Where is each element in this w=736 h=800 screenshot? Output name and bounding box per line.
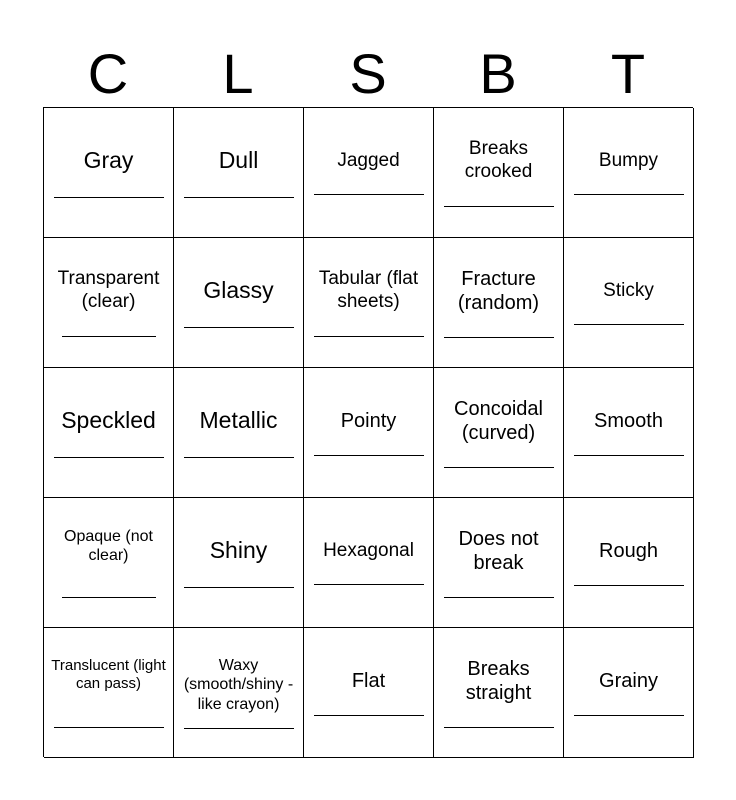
answer-line <box>54 197 164 198</box>
bingo-cell[interactable] <box>304 108 434 238</box>
bingo-cell[interactable] <box>174 368 304 498</box>
cell-label: Hexagonal <box>323 539 414 561</box>
answer-line <box>444 206 554 207</box>
header-letter-s: S <box>349 42 387 105</box>
answer-line <box>54 457 164 458</box>
bingo-cell[interactable] <box>434 238 564 368</box>
cell-label: Concoidal (curved) <box>454 398 543 444</box>
header-letter-t: T <box>610 42 646 105</box>
bingo-cell[interactable] <box>434 368 564 498</box>
cell-label: Translucent (light can pass) <box>51 657 166 692</box>
cell-label: Fracture (random) <box>457 268 540 314</box>
cell-label: Grainy <box>599 670 658 692</box>
bingo-cell[interactable] <box>564 628 694 758</box>
cell-label: Opaque (not clear) <box>64 527 153 564</box>
answer-line <box>314 715 424 716</box>
cell-label: Gray <box>83 147 134 174</box>
answer-line <box>314 455 424 456</box>
bingo-cell[interactable] <box>304 368 434 498</box>
answer-line <box>184 197 294 198</box>
cell-label: Waxy (smooth/shiny - like crayon) <box>183 657 294 713</box>
cell-label: Pointy <box>340 410 397 432</box>
answer-line <box>62 336 156 337</box>
bingo-cell[interactable] <box>564 498 694 628</box>
bingo-header <box>43 40 693 108</box>
answer-line <box>574 194 684 195</box>
cell-label: Breaks straight <box>465 658 532 704</box>
cell-label: Smooth <box>594 410 663 432</box>
bingo-cell[interactable] <box>44 238 174 368</box>
answer-line <box>574 324 684 325</box>
answer-line <box>574 715 684 716</box>
header-letter-c: C <box>87 42 129 105</box>
bingo-cell[interactable] <box>434 628 564 758</box>
answer-line <box>184 728 294 729</box>
answer-line <box>444 727 554 728</box>
cell-label: Breaks crooked <box>464 138 533 182</box>
answer-line <box>444 467 554 468</box>
answer-line <box>184 587 294 588</box>
bingo-cell[interactable] <box>434 498 564 628</box>
bingo-cell[interactable] <box>174 238 304 368</box>
header-letter-l: L <box>222 42 254 105</box>
bingo-cell[interactable] <box>174 498 304 628</box>
answer-line <box>574 585 684 586</box>
cell-label: Bumpy <box>598 149 659 171</box>
cell-label: Sticky <box>603 279 654 301</box>
answer-line <box>184 457 294 458</box>
answer-line <box>574 455 684 456</box>
bingo-cell[interactable] <box>564 238 694 368</box>
answer-line <box>314 194 424 195</box>
cell-label: Does not break <box>458 528 539 574</box>
bingo-cell[interactable] <box>304 238 434 368</box>
answer-line <box>54 727 164 728</box>
cell-label: Metallic <box>199 407 278 434</box>
answer-line <box>314 584 424 585</box>
answer-line <box>184 327 294 328</box>
cell-label: Shiny <box>209 537 268 564</box>
answer-line <box>314 336 424 337</box>
bingo-cell[interactable] <box>304 498 434 628</box>
bingo-cell[interactable] <box>564 108 694 238</box>
bingo-cell[interactable] <box>174 108 304 238</box>
answer-line <box>444 337 554 338</box>
cell-label: Tabular (flat sheets) <box>318 268 419 312</box>
bingo-grid <box>43 107 693 757</box>
header-letter-b: B <box>479 42 517 105</box>
cell-label: Glassy <box>203 277 274 304</box>
bingo-cell[interactable] <box>434 108 564 238</box>
bingo-cell[interactable] <box>44 498 174 628</box>
cell-label: Rough <box>599 540 658 562</box>
cell-label: Speckled <box>61 407 156 434</box>
bingo-cell[interactable] <box>174 628 304 758</box>
answer-line <box>444 597 554 598</box>
cell-label: Dull <box>218 147 259 174</box>
cell-label: Jagged <box>337 149 400 171</box>
bingo-cell[interactable] <box>44 628 174 758</box>
bingo-cell[interactable] <box>44 368 174 498</box>
cell-label: Flat <box>351 670 386 692</box>
bingo-cell[interactable] <box>304 628 434 758</box>
bingo-cell[interactable] <box>564 368 694 498</box>
bingo-cell[interactable] <box>44 108 174 238</box>
answer-line <box>62 597 156 598</box>
cell-label: Transparent (clear) <box>57 268 160 312</box>
